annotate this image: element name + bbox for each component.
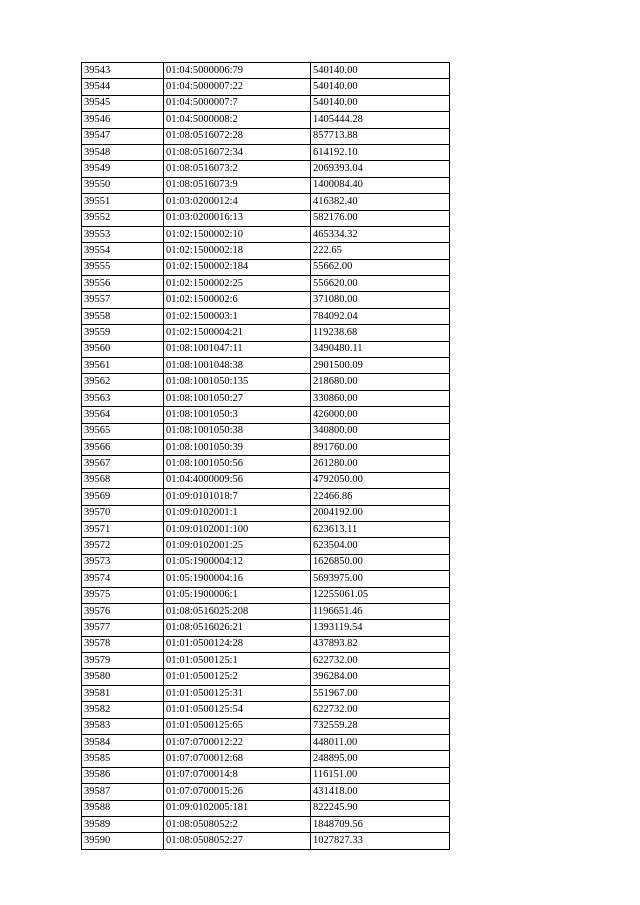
value-cell: 1196651.46 [311,603,450,619]
table-row [82,226,450,242]
row-id-cell: 39547 [82,128,164,144]
cadastral-number-cell: 01:02:1500002:10 [164,226,311,242]
value-cell: 218680.00 [311,374,450,390]
row-id-cell: 39568 [82,472,164,488]
value-cell: 622732.00 [311,653,450,669]
row-id-cell: 39556 [82,276,164,292]
value-cell: 1626850.00 [311,554,450,570]
value-cell: 857713.88 [311,128,450,144]
value-cell: 5693975.00 [311,571,450,587]
value-cell: 431418.00 [311,784,450,800]
table-row [82,144,450,160]
table-row [82,292,450,308]
cadastral-number-cell: 01:03:0200016:13 [164,210,311,226]
table-row [82,341,450,357]
value-cell: 614192.10 [311,144,450,160]
table-row [82,472,450,488]
row-id-cell: 39586 [82,767,164,783]
row-id-cell: 39581 [82,685,164,701]
value-cell: 248895.00 [311,751,450,767]
value-cell: 2901500.09 [311,358,450,374]
cadastral-number-cell: 01:02:1500004:21 [164,325,311,341]
row-id-cell: 39548 [82,144,164,160]
cadastral-number-cell: 01:07:0700014:8 [164,767,311,783]
table-row [82,735,450,751]
value-cell: 556620.00 [311,276,450,292]
value-cell: 622732.00 [311,702,450,718]
row-id-cell: 39574 [82,571,164,587]
table-row [82,636,450,652]
table-row [82,112,450,128]
table-row [82,718,450,734]
value-cell: 371080.00 [311,292,450,308]
row-id-cell: 39557 [82,292,164,308]
value-cell: 551967.00 [311,685,450,701]
cadastral-number-cell: 01:02:1500002:25 [164,276,311,292]
table-row [82,816,450,832]
cadastral-number-cell: 01:01:0500125:2 [164,669,311,685]
cadastral-number-cell: 01:05:1900006:1 [164,587,311,603]
value-cell: 822245.90 [311,800,450,816]
row-id-cell: 39566 [82,439,164,455]
value-cell: 540140.00 [311,79,450,95]
cadastral-number-cell: 01:05:1900004:16 [164,571,311,587]
table-row [82,390,450,406]
cadastral-number-cell: 01:01:0500124:28 [164,636,311,652]
value-cell: 1405444.28 [311,112,450,128]
row-id-cell: 39559 [82,325,164,341]
row-id-cell: 39575 [82,587,164,603]
value-cell: 1027827.33 [311,833,450,849]
row-id-cell: 39584 [82,735,164,751]
table-row [82,751,450,767]
table-row [82,407,450,423]
row-id-cell: 39545 [82,95,164,111]
value-cell: 448011.00 [311,735,450,751]
row-id-cell: 39576 [82,603,164,619]
row-id-cell: 39561 [82,358,164,374]
table-row [82,243,450,259]
value-cell: 22466.86 [311,489,450,505]
table-row [82,194,450,210]
table-row [82,95,450,111]
cadastral-number-cell: 01:04:4000009:56 [164,472,311,488]
value-cell: 55662.00 [311,259,450,275]
row-id-cell: 39571 [82,521,164,537]
row-id-cell: 39563 [82,390,164,406]
row-id-cell: 39588 [82,800,164,816]
cadastral-number-cell: 01:01:0500125:65 [164,718,311,734]
cadastral-number-cell: 01:02:1500002:18 [164,243,311,259]
value-cell: 222.65 [311,243,450,259]
cadastral-number-cell: 01:08:0508052:27 [164,833,311,849]
cadastral-number-cell: 01:01:0500125:54 [164,702,311,718]
table-row [82,653,450,669]
cadastral-number-cell: 01:02:1500002:6 [164,292,311,308]
cadastral-number-cell: 01:09:0102001:1 [164,505,311,521]
table-row [82,505,450,521]
row-id-cell: 39570 [82,505,164,521]
value-cell: 426000.00 [311,407,450,423]
cadastral-number-cell: 01:08:0516072:28 [164,128,311,144]
value-cell: 396284.00 [311,669,450,685]
row-id-cell: 39550 [82,177,164,193]
table-row [82,423,450,439]
table-row [82,63,450,79]
cadastral-number-cell: 01:02:1500003:1 [164,308,311,324]
table-row [82,308,450,324]
row-id-cell: 39589 [82,816,164,832]
row-id-cell: 39553 [82,226,164,242]
cadastral-number-cell: 01:07:0700015:26 [164,784,311,800]
value-cell: 784092.04 [311,308,450,324]
cadastral-number-cell: 01:08:1001050:3 [164,407,311,423]
value-cell: 732559.28 [311,718,450,734]
data-table [81,62,450,850]
cadastral-number-cell: 01:04:5000006:79 [164,63,311,79]
value-cell: 465334.32 [311,226,450,242]
cadastral-number-cell: 01:08:0508052:2 [164,816,311,832]
cadastral-number-cell: 01:09:0102001:25 [164,538,311,554]
cadastral-number-cell: 01:09:0101018:7 [164,489,311,505]
value-cell: 12255061.05 [311,587,450,603]
value-cell: 330860.00 [311,390,450,406]
value-cell: 116151.00 [311,767,450,783]
table-row [82,603,450,619]
table-row [82,833,450,849]
cadastral-number-cell: 01:03:0200012:4 [164,194,311,210]
row-id-cell: 39583 [82,718,164,734]
row-id-cell: 39587 [82,784,164,800]
row-id-cell: 39572 [82,538,164,554]
table-row [82,259,450,275]
cadastral-number-cell: 01:05:1900004:12 [164,554,311,570]
cadastral-number-cell: 01:09:0102005:181 [164,800,311,816]
value-cell: 540140.00 [311,95,450,111]
row-id-cell: 39552 [82,210,164,226]
table-row [82,439,450,455]
value-cell: 416382.40 [311,194,450,210]
row-id-cell: 39543 [82,63,164,79]
row-id-cell: 39590 [82,833,164,849]
table-row [82,521,450,537]
table-row [82,767,450,783]
table-row [82,784,450,800]
table-row [82,276,450,292]
value-cell: 119238.68 [311,325,450,341]
row-id-cell: 39573 [82,554,164,570]
row-id-cell: 39579 [82,653,164,669]
value-cell: 437893.82 [311,636,450,652]
table-row [82,177,450,193]
cadastral-number-cell: 01:04:5000007:22 [164,79,311,95]
cadastral-number-cell: 01:08:1001048:38 [164,358,311,374]
cadastral-number-cell: 01:04:5000008:2 [164,112,311,128]
table-row [82,161,450,177]
row-id-cell: 39565 [82,423,164,439]
table-row [82,685,450,701]
value-cell: 540140.00 [311,63,450,79]
table-row [82,325,450,341]
cadastral-number-cell: 01:08:0516072:34 [164,144,311,160]
value-cell: 1393119.54 [311,620,450,636]
table-row [82,554,450,570]
row-id-cell: 39546 [82,112,164,128]
row-id-cell: 39569 [82,489,164,505]
table-row [82,79,450,95]
cadastral-number-cell: 01:07:0700012:68 [164,751,311,767]
table-row [82,702,450,718]
table-row [82,800,450,816]
cadastral-number-cell: 01:04:5000007:7 [164,95,311,111]
row-id-cell: 39578 [82,636,164,652]
cadastral-number-cell: 01:08:0516026:21 [164,620,311,636]
cadastral-number-cell: 01:08:0516073:2 [164,161,311,177]
table-row [82,587,450,603]
value-cell: 1400084.40 [311,177,450,193]
value-cell: 1848709.56 [311,816,450,832]
value-cell: 3490480.11 [311,341,450,357]
row-id-cell: 39551 [82,194,164,210]
value-cell: 2069393.04 [311,161,450,177]
table-row [82,669,450,685]
table-row [82,538,450,554]
row-id-cell: 39580 [82,669,164,685]
row-id-cell: 39558 [82,308,164,324]
row-id-cell: 39564 [82,407,164,423]
value-cell: 4792050.00 [311,472,450,488]
table-row [82,128,450,144]
value-cell: 582176.00 [311,210,450,226]
table-row [82,358,450,374]
cadastral-number-cell: 01:01:0500125:1 [164,653,311,669]
table-row [82,571,450,587]
table-row [82,374,450,390]
cadastral-number-cell: 01:08:1001050:56 [164,456,311,472]
value-cell: 891760.00 [311,439,450,455]
value-cell: 623504.00 [311,538,450,554]
row-id-cell: 39562 [82,374,164,390]
row-id-cell: 39567 [82,456,164,472]
row-id-cell: 39560 [82,341,164,357]
cadastral-number-cell: 01:02:1500002:184 [164,259,311,275]
row-id-cell: 39577 [82,620,164,636]
table-row [82,456,450,472]
table-row [82,210,450,226]
table-row [82,620,450,636]
row-id-cell: 39582 [82,702,164,718]
cadastral-number-cell: 01:08:0516025:208 [164,603,311,619]
value-cell: 261280.00 [311,456,450,472]
row-id-cell: 39544 [82,79,164,95]
cadastral-number-cell: 01:08:1001047:11 [164,341,311,357]
table-body [82,63,450,850]
row-id-cell: 39555 [82,259,164,275]
cadastral-number-cell: 01:08:0516073:9 [164,177,311,193]
value-cell: 2004192.00 [311,505,450,521]
cadastral-number-cell: 01:01:0500125:31 [164,685,311,701]
cadastral-number-cell: 01:09:0102001:100 [164,521,311,537]
row-id-cell: 39549 [82,161,164,177]
cadastral-number-cell: 01:07:0700012:22 [164,735,311,751]
value-cell: 623613.11 [311,521,450,537]
cadastral-number-cell: 01:08:1001050:39 [164,439,311,455]
row-id-cell: 39585 [82,751,164,767]
table-row [82,489,450,505]
cadastral-number-cell: 01:08:1001050:38 [164,423,311,439]
cadastral-number-cell: 01:08:1001050:135 [164,374,311,390]
cadastral-number-cell: 01:08:1001050:27 [164,390,311,406]
value-cell: 340800.00 [311,423,450,439]
row-id-cell: 39554 [82,243,164,259]
